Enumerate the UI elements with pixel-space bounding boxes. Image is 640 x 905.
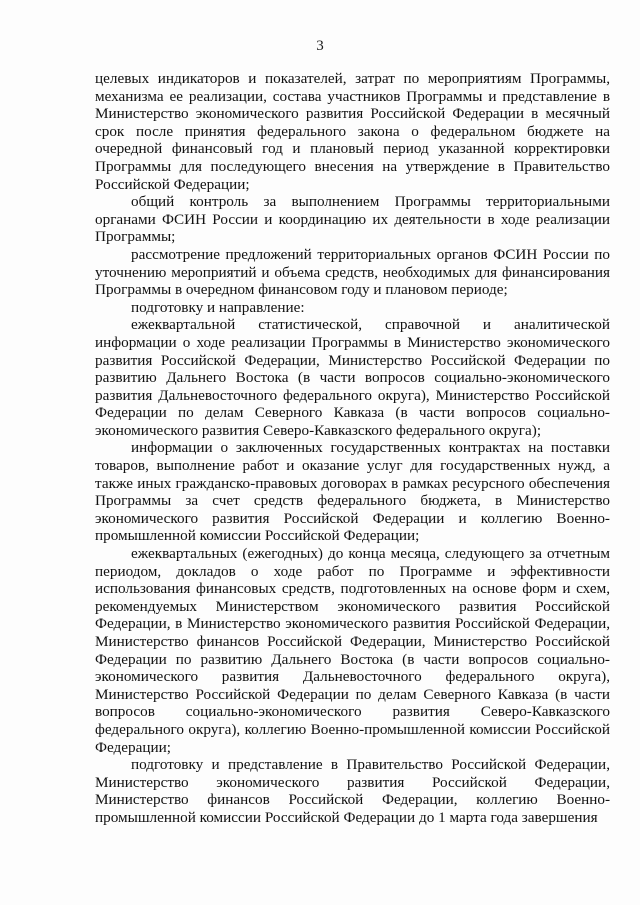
paragraph-7: ежеквартальных (ежегодных) до конца месяца, следующего за отчетным периодом, докладов о ходе работ по Программе и эффективности использования финансовых средств, подготовленных на основе форм и схем, рекомендуемых Министерством экономического развития Российской Федерации, в Министерство экономического развития Российской Федерации, Министерство финансов Российской Федерации, Министерство Российской Федерации по развитию Дальнего Востока (в части вопросов социально-экономического развития Дальневосточного федерального округа), Министерство Российской Федерации по делам Северного Кавказа (в части вопросов социально-экономического развития Северо-Кавказского федерального округа), коллегию Военно-промышленной комиссии Российской Федерации; bbox=[95, 545, 610, 756]
paragraph-4: подготовку и направление: bbox=[131, 298, 305, 316]
paragraph-1: целевых индикаторов и показателей, затрат по мероприятиям Программы, механизма ее реализации, состава участников Программы и представление в Министерство экономического развития Российской Федерации в месячный срок после принятия федерального закона о федеральном бюджете на очередной финансовый год и плановый период указанной корректировки Программы для последующего внесения на утверждение в Правительство Российской Федерации; bbox=[95, 70, 610, 193]
page-number: 3 bbox=[316, 38, 324, 54]
document-body bbox=[95, 70, 610, 827]
paragraph-3: рассмотрение предложений территориальных органов ФСИН России по уточнению мероприятий и объема средств, необходимых для финансирования Программы в очередном финансовом году и плановом периоде; bbox=[95, 245, 610, 299]
paragraph-6: информации о заключенных государственных контрактах на поставки товаров, выполнение работ и оказание услуг для государственных нужд, а также иных гражданско-правовых договорах в рамках ресурсного обеспечения Программы за счет средств федерального бюджета, в Министерство экономического развития Российской Федерации и коллегию Военно-промышленной комиссии Российской Федерации; bbox=[95, 439, 610, 545]
paragraph-5: ежеквартальной статистической, справочной и аналитической информации о ходе реализации Программы в Министерство экономического развития Российской Федерации, Министерство Российской Федерации по развитию Дальнего Востока (в части вопросов социально-экономического развития Дальневосточного федерального округа), Министерство Российской Федерации по делам Северного Кавказа (в части вопросов социально-экономического развития Северо-Кавказского федерального округа); bbox=[95, 316, 610, 439]
paragraph-2: общий контроль за выполнением Программы территориальными органами ФСИН России и координацию их деятельности в ходе реализации Программы; bbox=[95, 193, 610, 246]
paragraph-8: подготовку и представление в Правительство Российской Федерации, Министерство экономического развития Российской Федерации, Министерство финансов Российской Федерации, коллегию Военно-промышленной комиссии Российской Федерации до 1 марта года завершения bbox=[95, 756, 610, 826]
